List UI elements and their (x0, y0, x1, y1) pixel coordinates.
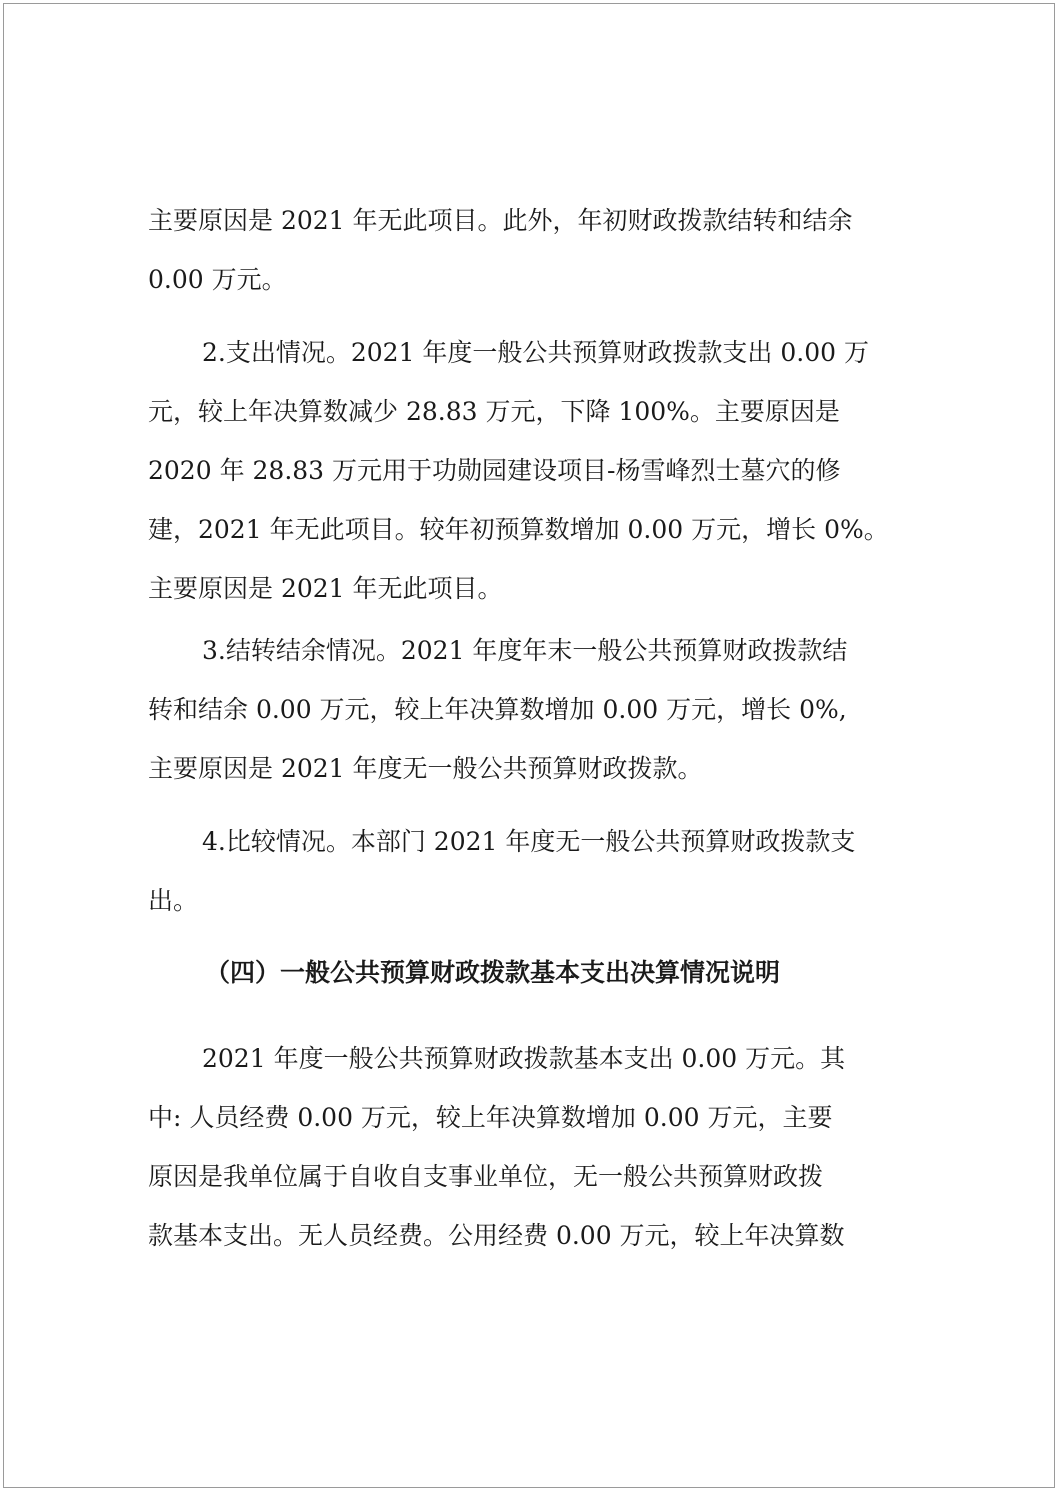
text-line: 原因是我单位属于自收自支事业单位，无一般公共预算财政拨 (148, 1162, 824, 1191)
text-line: 2020 年 28.83 万元用于功勋园建设项目-杨雪峰烈士墓穴的修 (148, 456, 841, 485)
text-line: 主要原因是 2021 年无此项目。此外，年初财政拨款结转和结余 (148, 206, 853, 235)
text-line: 款基本支出。无人员经费。公用经费 0.00 万元，较上年决算数 (148, 1221, 845, 1250)
text-line: 4.比较情况。本部门 2021 年度无一般公共预算财政拨款支 (202, 827, 856, 856)
text-line: 0.00 万元。 (148, 265, 287, 294)
section-heading: （四）一般公共预算财政拨款基本支出决算情况说明 (205, 958, 781, 987)
text-line: 3.结转结余情况。2021 年度年末一般公共预算财政拨款结 (202, 636, 848, 665)
text-line: 转和结余 0.00 万元，较上年决算数增加 0.00 万元，增长 0%, (148, 695, 847, 724)
paragraph-expenditure (148, 323, 926, 618)
text-line: 元，较上年决算数减少 28.83 万元，下降 100%。主要原因是 (148, 397, 840, 426)
text-line: 出。 (148, 886, 199, 915)
text-line: 主要原因是 2021 年无此项目。 (148, 574, 503, 603)
paragraph-income-carryover (148, 191, 926, 309)
text-line: 2.支出情况。2021 年度一般公共预算财政拨款支出 0.00 万 (202, 338, 869, 367)
text-line: 2021 年度一般公共预算财政拨款基本支出 0.00 万元。其 (202, 1044, 846, 1073)
paragraph-carryover-balance (148, 621, 926, 798)
text-line: 建，2021 年无此项目。较年初预算数增加 0.00 万元，增长 0%。 (148, 515, 889, 544)
text-line: 主要原因是 2021 年度无一般公共预算财政拨款。 (148, 754, 703, 783)
text-line: 中: 人员经费 0.00 万元，较上年决算数增加 0.00 万元，主要 (148, 1103, 833, 1132)
paragraph-basic-expenditure (148, 1029, 926, 1265)
paragraph-comparison (148, 812, 926, 930)
